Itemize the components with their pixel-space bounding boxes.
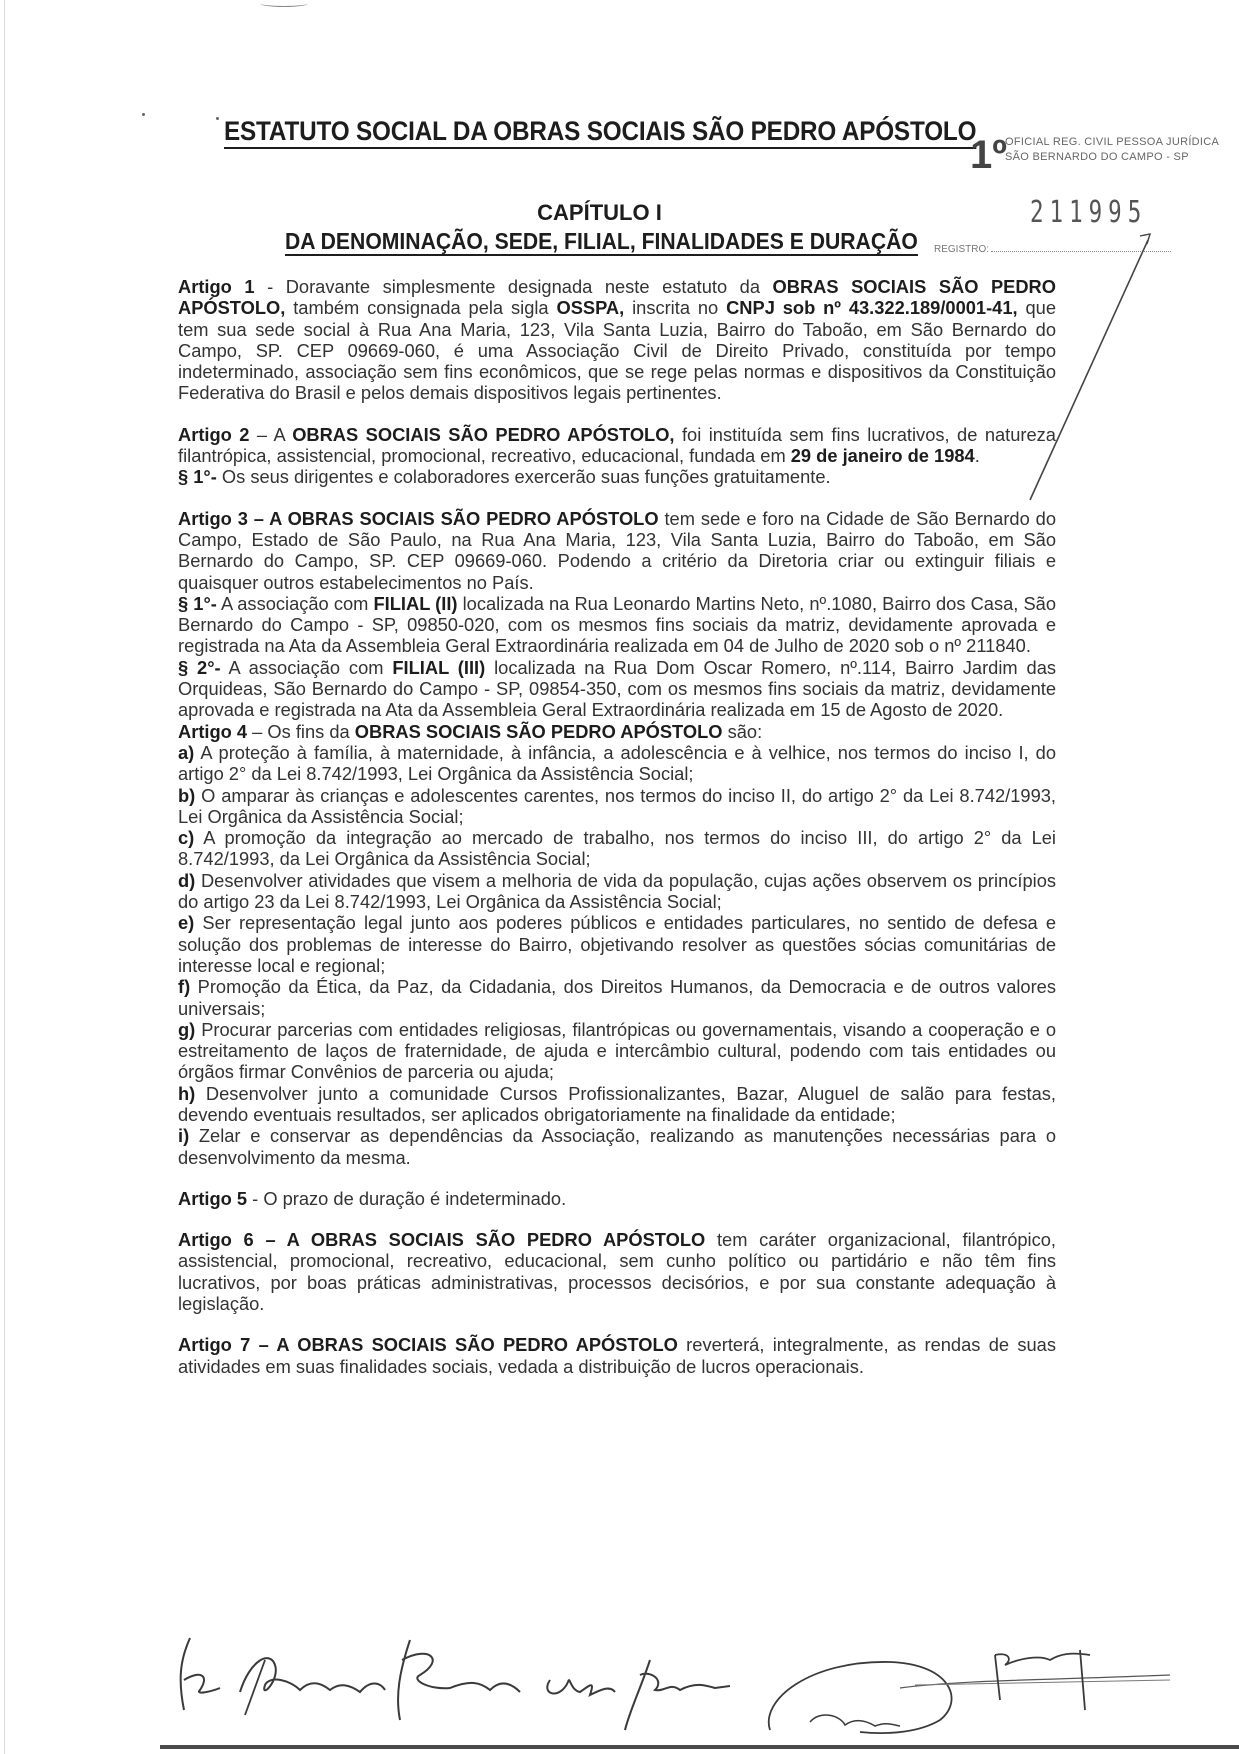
bold-run: Artigo 1 (178, 276, 255, 297)
artigo-1 (178, 276, 1056, 404)
bold-run: a) (178, 741, 195, 763)
text-run: Desenvolver atividades que visem a melhoria de vida da população, cujas ações observem os princípios do artigo 23 da Lei 8.742/1993, Lei Orgânica da Assistência Social; (178, 869, 1056, 913)
statute-body (178, 276, 1056, 1377)
bold-run: Artigo 7 – A OBRAS SOCIAIS SÃO PEDRO APÓSTOLO (178, 1334, 678, 1356)
text-run: Procurar parcerias com entidades religiosas, filantrópicas ou governamentais, visando a cooperação e o estreitamento de laços de fraternidade, de ajuda e intercâmbio cultural, podendo com tais entidades ou órgãos firmar Convênios de parceria ou ajuda; (178, 1018, 1056, 1083)
scan-artifact (260, 0, 308, 7)
artigo-3 (178, 508, 1056, 593)
artigo-2-par-1 (178, 466, 1056, 487)
bold-run: CNPJ sob nº 43.322.189/0001-41, (726, 297, 1018, 319)
text-run: A associação com (216, 592, 374, 614)
stamp-city-line: SÃO BERNARDO DO CAMPO - SP (1005, 151, 1189, 163)
artigo-4-d (178, 870, 1056, 913)
bold-run: Artigo 5 (178, 1187, 248, 1209)
signature-oval-icon (750, 1640, 1170, 1740)
paragraph-gap (178, 404, 1056, 424)
bold-run: FILIAL (III) (392, 656, 486, 678)
bold-run: § 1°- (178, 466, 217, 488)
bold-run: c) (178, 827, 195, 849)
paragraph-gap (178, 1209, 1056, 1229)
signature-block (170, 1620, 1170, 1740)
artigo-4-g (178, 1019, 1056, 1083)
registry-seal-icon: 1º (970, 133, 1007, 177)
paragraph-gap (178, 1314, 1056, 1334)
text-run: tem sede e foro na Cidade de São Bernardo do Campo, Estado de São Paulo, na Rua Ana Maria, 123, Vila Santa Luzia, Bairro do Taboão, em São Bernardo do Campo, SP. CEP 09669-060. Podendo a critério da Diretoria criar ou extinguir filiais e quaisquer outros estabelecimentos no País. (178, 507, 1056, 593)
text-run: inscrita no (624, 297, 727, 319)
scan-bottom-edge (160, 1745, 1239, 1749)
artigo-4-h (178, 1083, 1056, 1126)
text-run: A promoção da integração ao mercado de trabalho, nos termos do inciso III, do artigo 2° da Lei 8.742/1993, da Lei Orgânica da Assistência Social; (178, 827, 1056, 870)
text-run: tem caráter organizacional, filantrópico, assistencial, promocional, recreativo, educacional, sem cunho político ou partidário e não têm fins lucrativos, por boas práticas administrativas, processos decisórios, e por sua constante adequação à legislação. (178, 1229, 1056, 1315)
artigo-4-f (178, 976, 1056, 1019)
registro-field (934, 244, 1171, 255)
artigo-2 (178, 424, 1056, 467)
bold-run: b) (178, 784, 196, 806)
bold-run: OBRAS SOCIAIS SÃO PEDRO APÓSTOLO, (292, 423, 675, 445)
text-run: Zelar e conservar as dependências da Associação, realizando as manutenções necessárias para o desenvolvimento da mesma. (178, 1125, 1056, 1168)
signature-handwritten-name-icon (170, 1620, 730, 1740)
text-run: Desenvolver junto a comunidade Cursos Profissionalizantes, Bazar, Aluguel de salão para festas, devendo eventuais resultados, ser aplicados obrigatoriamente na finalidade da entidade; (178, 1082, 1056, 1125)
scan-artifact (142, 113, 145, 116)
text-run: - Doravante simplesmente designada neste estatuto da (254, 276, 773, 297)
artigo-4-a (178, 742, 1056, 785)
bold-run: Artigo 4 (178, 720, 248, 742)
bold-run: § 1°- (178, 592, 217, 614)
registry-stamp (970, 133, 1235, 177)
document-title: ESTATUTO SOCIAL DA OBRAS SOCIAIS SÃO PEDRO APÓSTOLO (224, 116, 976, 149)
artigo-4 (178, 721, 1056, 742)
text-run: localizada na Rua Leonardo Martins Neto, nº.1080, Bairro dos Casa, São Bernardo do Campo - SP, 09850-020, com os mesmos fins sociais da matriz, devidamente aprovada e registrada na Ata da Assembleia Geral Extraordinária realizada em 04 de Julho de 2020 sob o nº 211840. (178, 592, 1057, 657)
registro-label: REGISTRO: (934, 244, 990, 255)
text-run: O amparar às crianças e adolescentes carentes, nos termos do inciso II, do artigo 2° da Lei 8.742/1993, Lei Orgânica da Assistência Social; (178, 784, 1056, 827)
registry-number: 211995 (1030, 195, 1148, 230)
bold-run: e) (178, 912, 195, 934)
artigo-4-e (178, 912, 1056, 976)
bold-run: FILIAL (II) (373, 592, 458, 614)
artigo-4-i (178, 1125, 1056, 1168)
text-run: – Os fins da (247, 720, 355, 742)
bold-run: d) (178, 869, 196, 891)
bold-run: OBRAS SOCIAIS SÃO PEDRO APÓSTOLO, (178, 276, 1056, 319)
text-run: também consignada pela sigla (285, 297, 557, 319)
chapter-title: DA DENOMINAÇÃO, SEDE, FILIAL, FINALIDADES E DURAÇÃO (285, 228, 918, 254)
bold-run: g) (178, 1018, 196, 1040)
bold-run: Artigo 2 (178, 423, 250, 445)
bold-run: f) (178, 976, 191, 998)
text-run: que tem sua sede social à Rua Ana Maria, 123, Vila Santa Luzia, Bairro do Taboão, em São Bernardo do Campo, SP. CEP 09669-060, é uma Associação Civil de Direito Privado, constituída por tempo indeterminado, associação sem fins econômicos, que se rege pelas normas e dispositivos da Constituição Federativa do Brasil e pelos demais dispositivos legais pertinentes. (178, 297, 1056, 404)
text-run: A proteção à família, à maternidade, à infância, a adolescência e à velhice, nos termos do inciso I, do artigo 2° da Lei 8.742/1993, Lei Orgânica da Assistência Social; (178, 741, 1056, 785)
scan-artifact (216, 117, 219, 120)
text-run: – A (249, 423, 293, 445)
bold-run: Artigo 6 – A OBRAS SOCIAIS SÃO PEDRO APÓSTOLO (178, 1229, 706, 1251)
bold-run: § 2°- (178, 656, 221, 678)
text-run: foi instituída sem fins lucrativos, de natureza filantrópica, assistencial, promocional, recreativo, educacional, fundada em (178, 423, 1056, 467)
text-run: Os seus dirigentes e colaboradores exercerão suas funções gratuitamente. (216, 466, 831, 488)
text-run: - O prazo de duração é indeterminado. (247, 1187, 567, 1209)
bold-run: Artigo 3 – A OBRAS SOCIAIS SÃO PEDRO APÓSTOLO (178, 507, 659, 529)
bold-run: h) (178, 1082, 196, 1104)
bold-run: OSSPA, (556, 297, 625, 319)
text-run: localizada na Rua Dom Oscar Romero, nº.114, Bairro Jardim das Orquideas, São Bernardo do Campo - SP, 09854-350, com os mesmos fins sociais da matriz, devidamente aprovada e registrada na Ata da Assembleia Geral Extraordinária realizada em 15 de Agosto de 2020. (178, 656, 1056, 721)
text-run: são: (722, 720, 763, 742)
text-run: reverterá, integralmente, as rendas de suas atividades em suas finalidades sociais, vedada a distribuição de lucros operacionais. (178, 1334, 1056, 1377)
artigo-7 (178, 1334, 1056, 1377)
scan-page-edge (4, 0, 5, 1754)
artigo-3-par-2 (178, 657, 1056, 721)
chapter-label: CAPÍTULO I (537, 200, 662, 225)
text-run: A associação com (220, 656, 393, 678)
bold-run: i) (178, 1125, 190, 1147)
text-run: Ser representação legal junto aos poderes públicos e entidades particulares, no sentido de defesa e solução dos problemas de interesse do Bairro, objetivando resolver as questões sócias comunitárias de interesse local e regional; (178, 912, 1056, 976)
paragraph-gap (178, 488, 1056, 508)
registro-line (991, 251, 1171, 252)
artigo-5 (178, 1188, 1056, 1209)
artigo-4-c (178, 827, 1056, 870)
artigo-6 (178, 1229, 1056, 1314)
bold-run: OBRAS SOCIAIS SÃO PEDRO APÓSTOLO (354, 720, 723, 742)
artigo-4-b (178, 785, 1056, 828)
bold-run: 29 de janeiro de 1984 (790, 445, 975, 467)
text-run: . (974, 445, 980, 467)
text-run: Promoção da Ética, da Paz, da Cidadania, dos Direitos Humanos, da Democracia e de outros valores universais; (178, 976, 1056, 1019)
artigo-3-par-1 (178, 593, 1056, 657)
paragraph-gap (178, 1168, 1056, 1188)
stamp-office-line: OFICIAL REG. CIVIL PESSOA JURÍDICA (1005, 136, 1220, 148)
